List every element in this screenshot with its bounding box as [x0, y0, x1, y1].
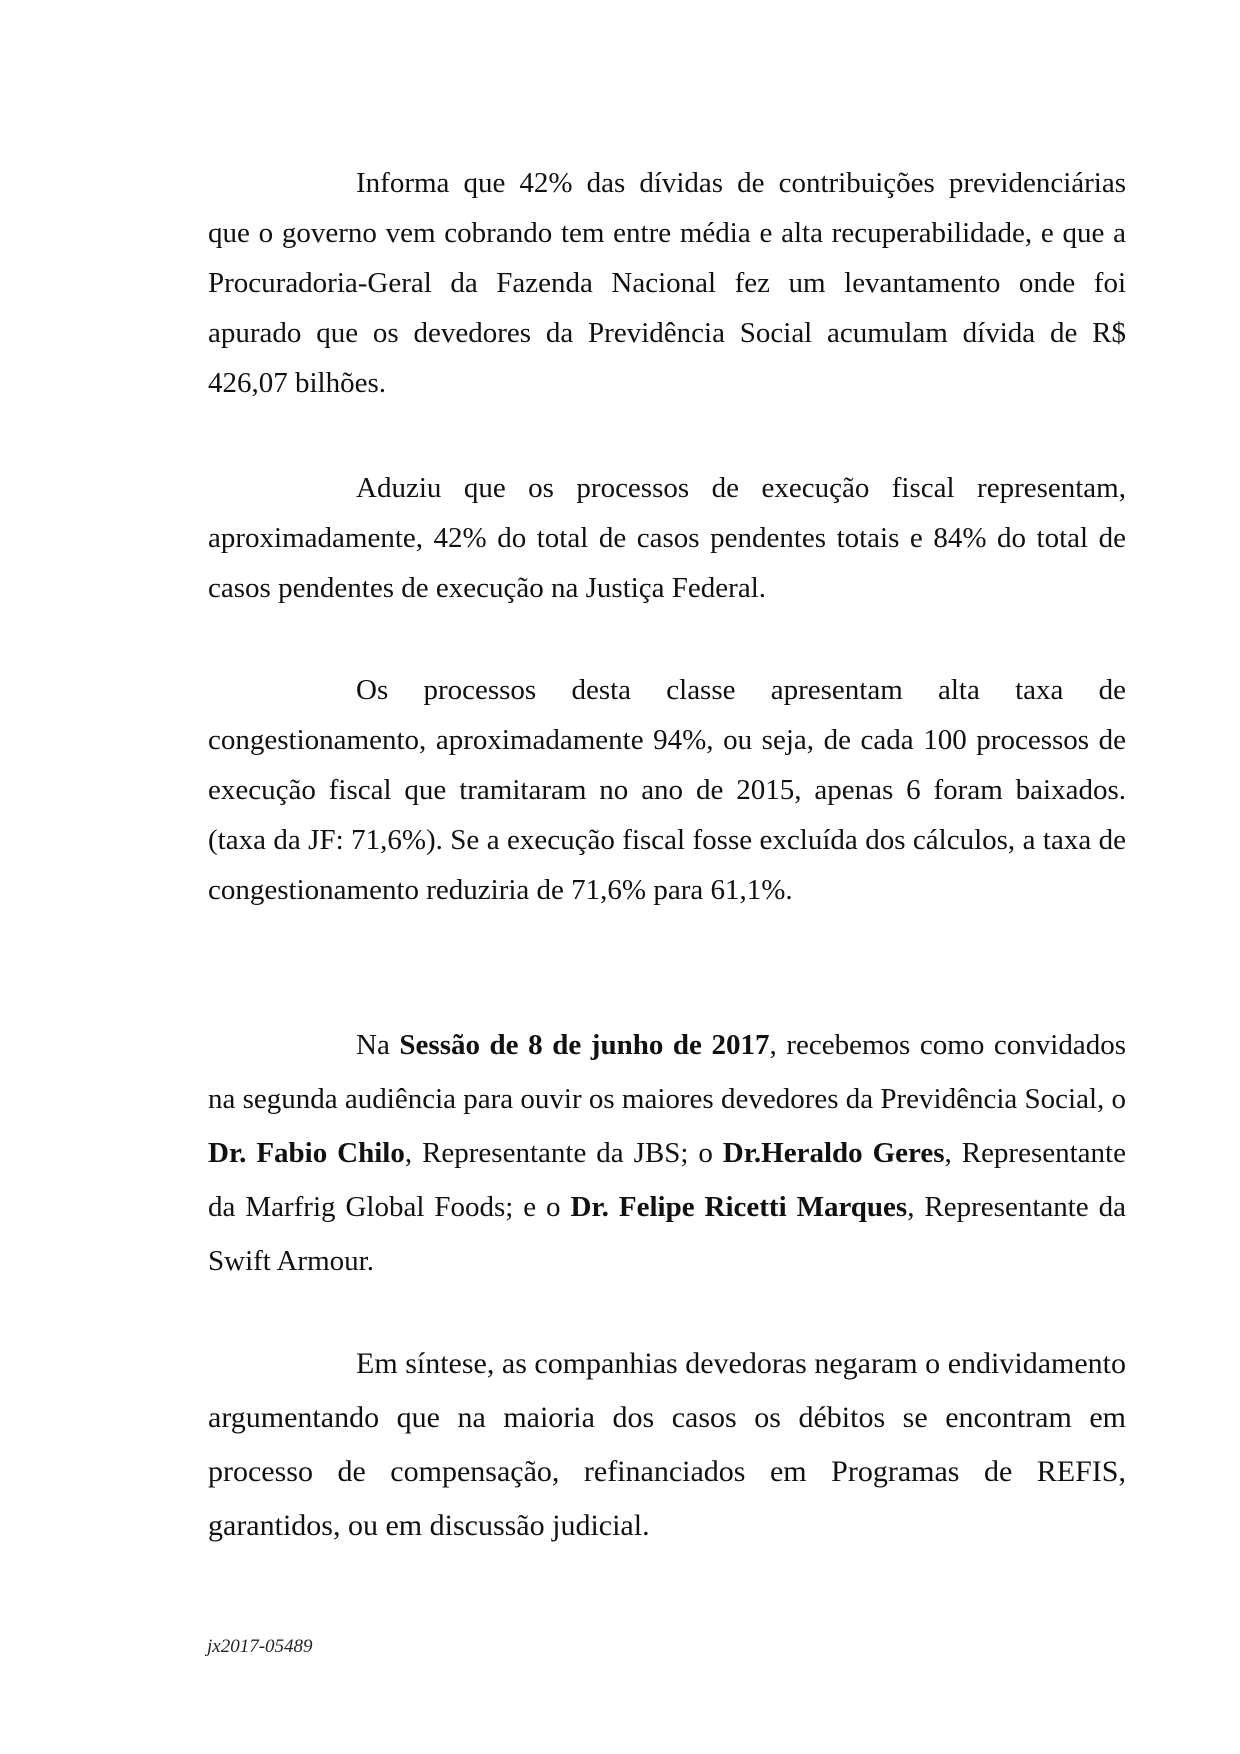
session-text-1: Na: [356, 1029, 400, 1061]
guest-heraldo-geres: Dr.Heraldo Geres: [722, 1137, 945, 1169]
paragraph-congestion-rate: Os processos desta classe apresentam alta taxa de congestionamento, aproximadamente 94%, ou seja, de cada 100 processos de execução fiscal que tramitaram no ano de 2015, apenas 6 foram baixados. (taxa da JF: 71,6%). Se a execução fiscal fosse excluída dos cálculos, a taxa de congestionamento reduziria de 71,6% para 61,1%.: [208, 674, 1126, 906]
session-date: Sessão de 8 de junho de 2017: [399, 1029, 770, 1061]
paragraph-companies-denial: Em síntese, as companhias devedoras negaram o endividamento argumentando que na maioria dos casos os débitos se encontram em processo de compensação, refinanciados em Programas de REFIS, garantidos, ou em discussão judicial.: [208, 1347, 1126, 1542]
paragraph-debt-recoverability: Informa que 42% das dívidas de contribuições previdenciárias que o governo vem cobrando tem entre média e alta recuperabilidade, e que a Procuradoria-Geral da Fazenda Nacional fez um levantamento onde foi apurado que os devedores da Previdência Social acumulam dívida de R$ 426,07 bilhões.: [208, 167, 1126, 399]
paragraph-fiscal-execution-share: Aduziu que os processos de execução fiscal representam, aproximadamente, 42% do total de casos pendentes totais e 84% do total de casos pendentes de execução na Justiça Federal.: [208, 472, 1126, 604]
session-text-2: , recebemos como convidados na segunda audiência para ouvir os maiores devedores da Previdência Social, o: [208, 1029, 1127, 1115]
session-text-4: , Representante da Marfrig Global Foods; e o: [208, 1137, 1126, 1223]
paragraph-session-guests: [208, 1018, 1126, 1288]
footer-document-code: jx2017-05489: [207, 1636, 313, 1657]
session-text-5: , Representante da Swift Armour.: [208, 1191, 1126, 1277]
guest-fabio-chilo: Dr. Fabio Chilo: [208, 1137, 405, 1169]
guest-felipe-ricetti-marques: Dr. Felipe Ricetti Marques: [570, 1191, 908, 1223]
session-text-3: , Representante da JBS; o: [404, 1137, 723, 1169]
